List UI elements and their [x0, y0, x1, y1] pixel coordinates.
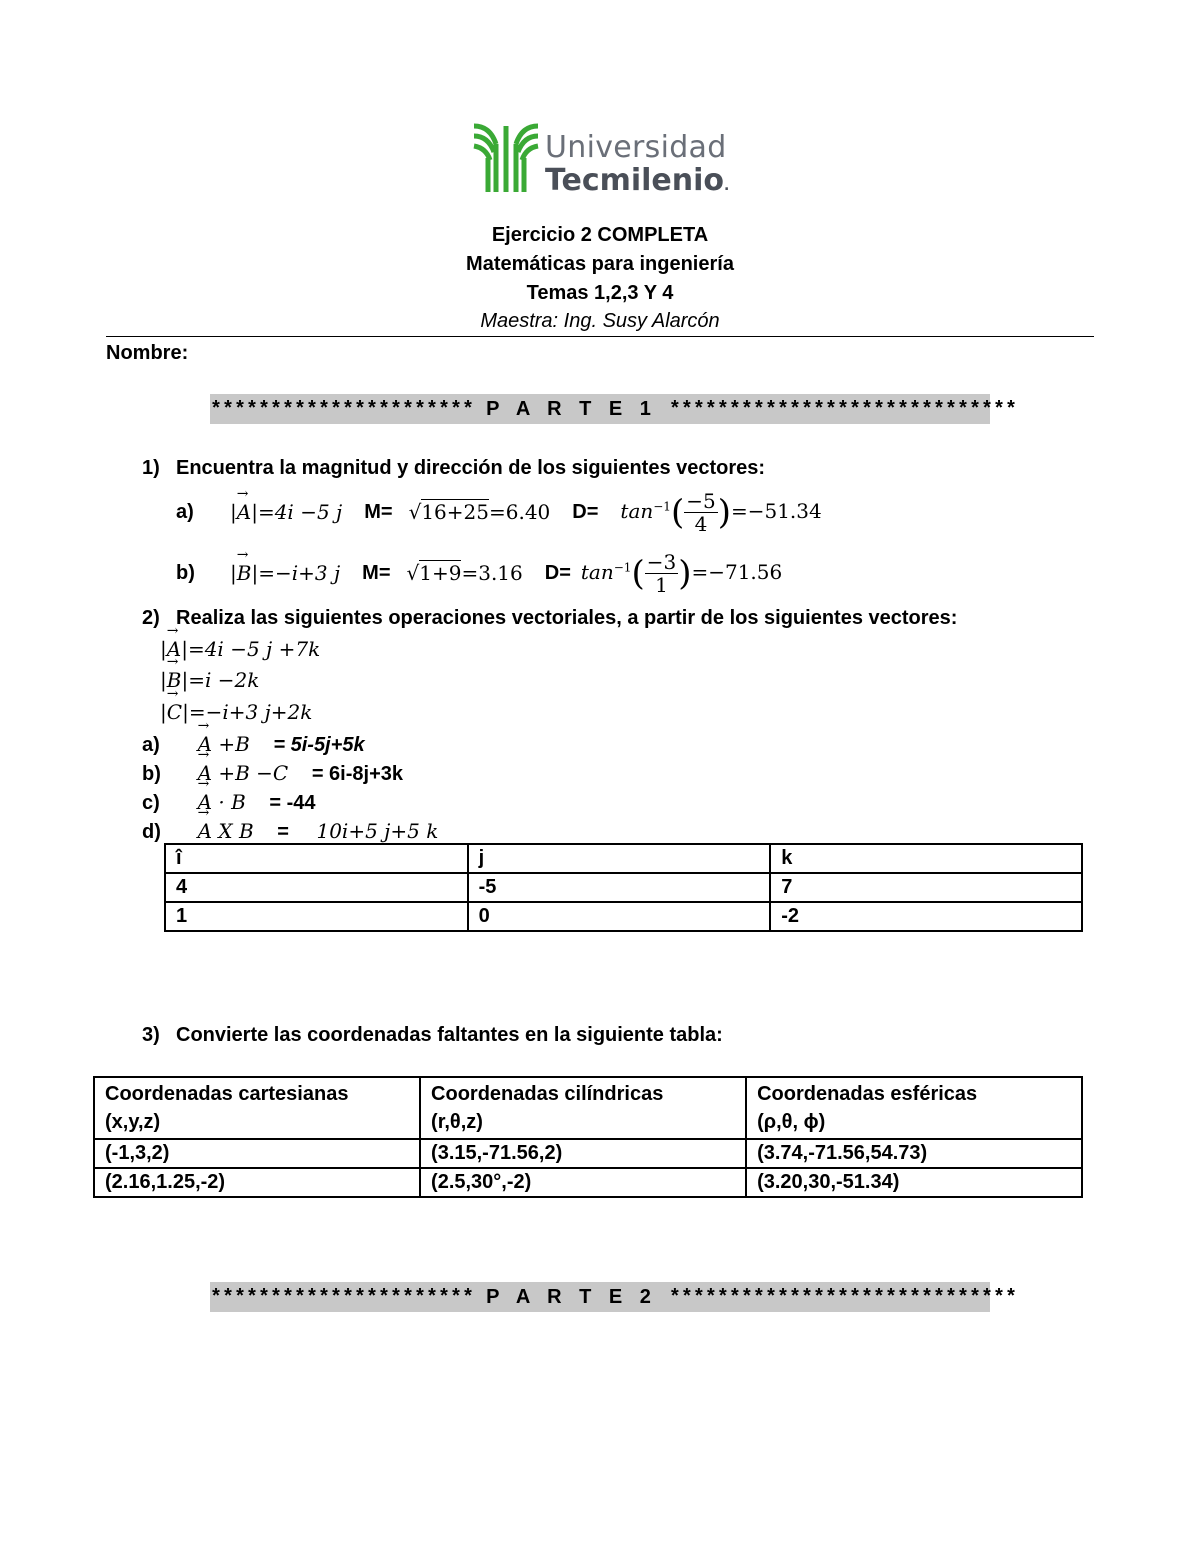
table-cell: (2.5,30°,-2) [420, 1168, 746, 1197]
table-cell: (2.16,1.25,-2) [94, 1168, 420, 1197]
q1-a-magnitude: √16+25=6.40 [408, 500, 551, 524]
q1-b-row [176, 549, 782, 597]
table-cell: 7 [770, 873, 1082, 902]
banner-1-stars-right: ***************************** [668, 399, 1017, 422]
q1-a-m-label: M= [364, 500, 393, 523]
name-label: Nombre: [106, 342, 189, 364]
q2-number: 2) [142, 607, 160, 629]
banner-1-label: P A R T E 1 [486, 398, 657, 420]
part-1-banner [210, 394, 1017, 424]
q2-op-d-rhs: = [277, 821, 289, 843]
header-divider [106, 336, 1094, 337]
logo-mark-dot: . [724, 178, 730, 194]
q1-a-vector: |→ A|=4i −5 j [230, 500, 342, 524]
q2-def-c: |→ C|=−i+3 j+2k [160, 700, 312, 724]
table-row [165, 902, 1082, 931]
table-row [94, 1168, 1082, 1197]
q2-op-d-result: 10i+5 j+5 k [316, 819, 439, 843]
banner-2-stars-right: ***************************** [668, 1287, 1017, 1310]
q1-number: 1) [142, 457, 160, 479]
header-spherical: Coordenadas esféricas (ρ,θ, ϕ) [746, 1077, 1082, 1139]
table-cell: (3.74,-71.56,54.73) [746, 1139, 1082, 1168]
q2-op-a-lhs: → A +B [198, 732, 250, 756]
q1-b-magnitude: √1+9=3.16 [406, 561, 523, 585]
table-cell: 0 [468, 902, 771, 931]
cross-product-table [164, 843, 1083, 932]
logo-mark-icon [470, 122, 542, 194]
q2-text: Realiza las siguientes operaciones vectoriales, a partir de los siguientes vectores: [176, 607, 958, 629]
q2-op-c: c) → A · B = -44 [142, 790, 316, 815]
table-cell: -5 [468, 873, 771, 902]
q2-op-c-rhs: = -44 [269, 792, 316, 814]
doc-teacher: Maestra: Ing. Susy Alarcón [480, 310, 720, 332]
q1-b-direction: $\tan^{-1}$( $\frac{-3}{1}$ )=−71.56 [580, 549, 783, 597]
table-cell: 4 [165, 873, 468, 902]
logo-text [545, 132, 729, 203]
q2-op-b-rhs: = 6i-8j+3k [311, 763, 403, 785]
table-row [165, 844, 1082, 873]
q3-number: 3) [142, 1024, 160, 1046]
doc-subject: Matemáticas para ingeniería [466, 253, 734, 275]
q1-a-direction: $\tan^{-1}$( $\frac{-5}{4}$ )=−51.34 [620, 488, 822, 536]
q1-a-row [176, 488, 822, 536]
table-cell: k [770, 844, 1082, 873]
coordinates-table [93, 1076, 1083, 1198]
q1-b-letter: b) [176, 561, 195, 584]
logo-line-1: Universidad [545, 130, 727, 165]
doc-title: Ejercicio 2 COMPLETA [491, 224, 709, 246]
table-header-row [94, 1077, 1082, 1139]
table-cell: 1 [165, 902, 468, 931]
q2-op-d-lhs: → A X B [198, 819, 254, 843]
q1-text: Encuentra la magnitud y dirección de los siguientes vectores: [176, 457, 766, 479]
q1-b-vector: |→ B|=−i+3 j [230, 561, 340, 585]
q2-def-a: |→ A|=4i −5 j +7k [160, 637, 320, 661]
q2-op-b: b) → A +B −C = 6i-8j+3k [142, 761, 403, 786]
q3-text: Convierte las coordenadas faltantes en la siguiente tabla: [176, 1024, 723, 1046]
part-2-banner [210, 1282, 1017, 1312]
banner-1-stars-left: ********************** [210, 399, 475, 422]
q1-a-d-label: D= [572, 500, 599, 523]
q2-op-c-lhs: → A · B [198, 790, 246, 814]
table-cell: (3.20,30,-51.34) [746, 1168, 1082, 1197]
q2-op-b-lhs: → A +B −C [198, 761, 289, 785]
q2-op-d: d) → A X B = 10i+5 j+5 k [142, 819, 438, 844]
header-cartesian: Coordenadas cartesianas (x,y,z) [94, 1077, 420, 1139]
q1-a-letter: a) [176, 500, 194, 523]
table-cell: î [165, 844, 468, 873]
q1-b-d-label: D= [544, 561, 571, 584]
table-cell: -2 [770, 902, 1082, 931]
q2-def-b: |→ B|=i −2k [160, 668, 259, 692]
logo-line-2-text: Tecmilenio [545, 163, 725, 198]
header-cylindrical: Coordenadas cilíndricas (r,θ,z) [420, 1077, 746, 1139]
q2-op-a: a) → A +B = 5i-5j+5k [142, 732, 365, 757]
logo-line-2 [545, 164, 729, 203]
table-row [165, 873, 1082, 902]
q1-b-m-label: M= [362, 561, 391, 584]
q2-op-a-rhs: = 5i-5j+5k [273, 734, 365, 756]
table-cell: (-1,3,2) [94, 1139, 420, 1168]
banner-2-label: P A R T E 2 [486, 1286, 657, 1308]
table-cell: (3.15,-71.56,2) [420, 1139, 746, 1168]
table-row [94, 1139, 1082, 1168]
banner-2-stars-left: ********************** [210, 1287, 475, 1310]
doc-topics: Temas 1,2,3 Y 4 [526, 282, 674, 304]
table-cell: j [468, 844, 771, 873]
